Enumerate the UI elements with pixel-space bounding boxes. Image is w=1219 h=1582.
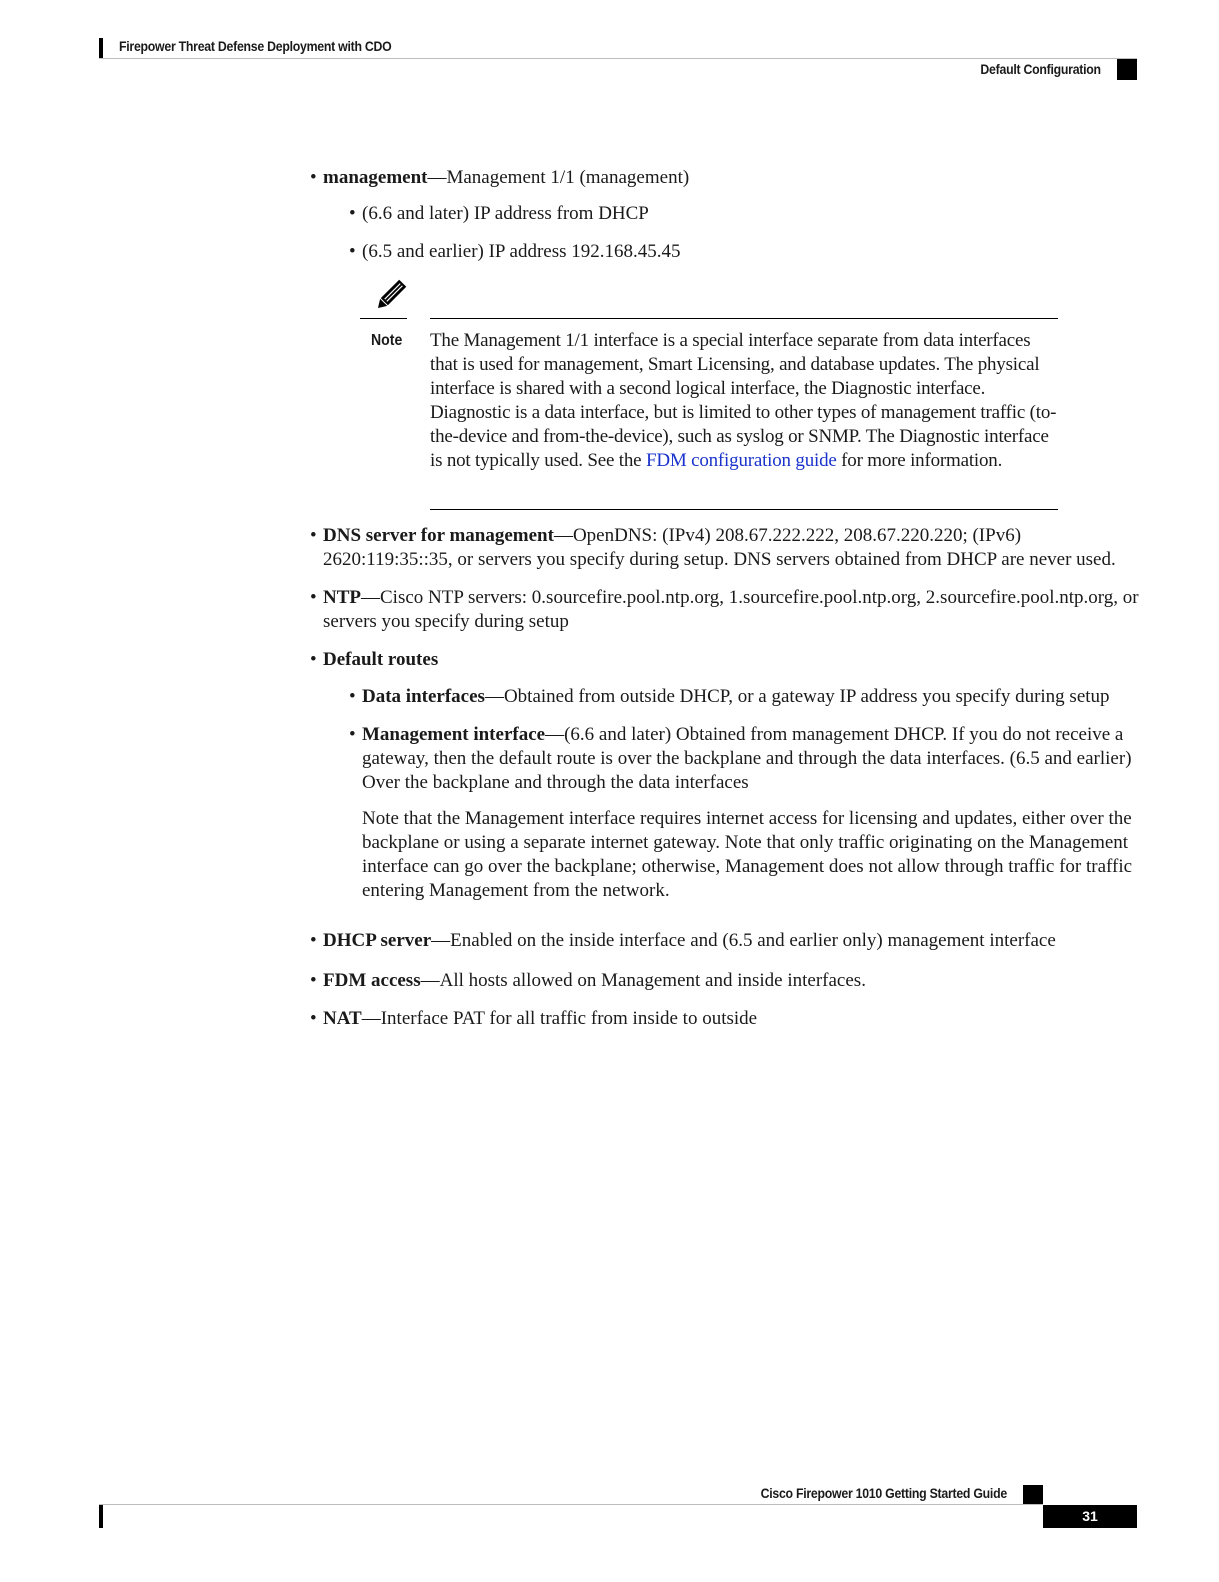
guide-title: Cisco Firepower 1010 Getting Started Guide [760,1485,1007,1501]
sub-text: (6.6 and later) IP address from DHCP [362,203,649,224]
note-rule [430,318,1058,319]
term: NAT [323,1008,362,1029]
desc: —Management 1/1 (management) [427,167,690,188]
page-content [310,166,1140,1031]
list-item-sub [349,685,1140,709]
header-rule [99,58,1137,59]
desc: —Obtained from outside DHCP, or a gateway IP address you specify during setup [484,686,1110,707]
desc: —All hosts allowed on Management and inside interfaces. [420,970,866,991]
note-rule [430,509,1058,510]
term: DNS server for management [323,525,554,546]
note-label: Note [371,332,403,349]
desc: —OpenDNS: (IPv4) 208.67.222.222, 208.67.220.220; (IPv6) 2620:119:35::35, or servers you specify during setup. DNS servers obtained from DHCP are never used. [323,525,1116,570]
term: Data interfaces [362,686,485,707]
list-item-fdm [310,969,1140,993]
header-square [1117,59,1137,80]
list-item-dhcp [310,929,1140,953]
pencil-icon [372,278,408,314]
desc: —Interface PAT for all traffic from inside to outside [361,1008,758,1029]
doc-title: Firepower Threat Defense Deployment with CDO [119,38,392,54]
list-item-sub [349,723,1140,795]
note-text-after: for more information. [836,450,1003,471]
fdm-config-guide-link[interactable]: FDM configuration guide [645,450,837,471]
term: Default routes [323,649,439,670]
desc: —(6.6 and later) Obtained from management DHCP. If you do not receive a gateway, then the default route is over the backplane and through the data interfaces. (6.5 and earlier) Over the backplane and through the data interfaces [362,724,1132,793]
list-item-sub [349,240,1140,264]
desc: —Cisco NTP servers: 0.sourcefire.pool.ntp.org, 1.sourcefire.pool.ntp.org, 2.sourcefire.pool.ntp.org, or servers you specify during setup [323,587,1139,632]
note-rule [360,318,407,319]
page-number: 31 [1043,1505,1137,1528]
list-item-default-routes [310,648,1140,672]
list-item-nat [310,1007,1140,1031]
term: NTP [323,587,361,608]
note-text-before: The Management 1/1 interface is a special interface separate from data interfaces that is used for management, Smart Licensing, and database updates. The physical interface is shared with a second logical interface, the Diagnostic interface. Diagnostic is a data interface, but is limited to other types of management traffic (to-the-device and from-the-device), such as syslog or SNMP. The Diagnostic interface is not typically used. See the [430,330,1057,471]
list-item-dns [310,524,1140,572]
footer-rule [99,1504,1043,1505]
term: management [323,167,428,188]
list-item-management [310,166,1140,190]
footer-square [1023,1485,1043,1505]
list-item-sub [349,202,1140,226]
term: Management interface [362,724,546,745]
footer-bar [99,1505,103,1528]
section-title: Default Configuration [980,61,1101,77]
sub-text: (6.5 and earlier) IP address 192.168.45.45 [362,241,681,262]
note-block [310,278,1140,522]
note-text [430,329,1060,473]
term: DHCP server [323,930,432,951]
desc: —Enabled on the inside interface and (6.5 and earlier only) management interface [431,930,1056,951]
header-bar [99,38,103,58]
paragraph: Note that the Management interface requires internet access for licensing and updates, either over the backplane or using a separate internet gateway. Note that only traffic originating on the Management interface can go over the backplane; otherwise, Management does not allow through traffic for traffic entering Management from the network. [362,808,1133,901]
list-item-ntp [310,586,1140,634]
term: FDM access [323,970,421,991]
